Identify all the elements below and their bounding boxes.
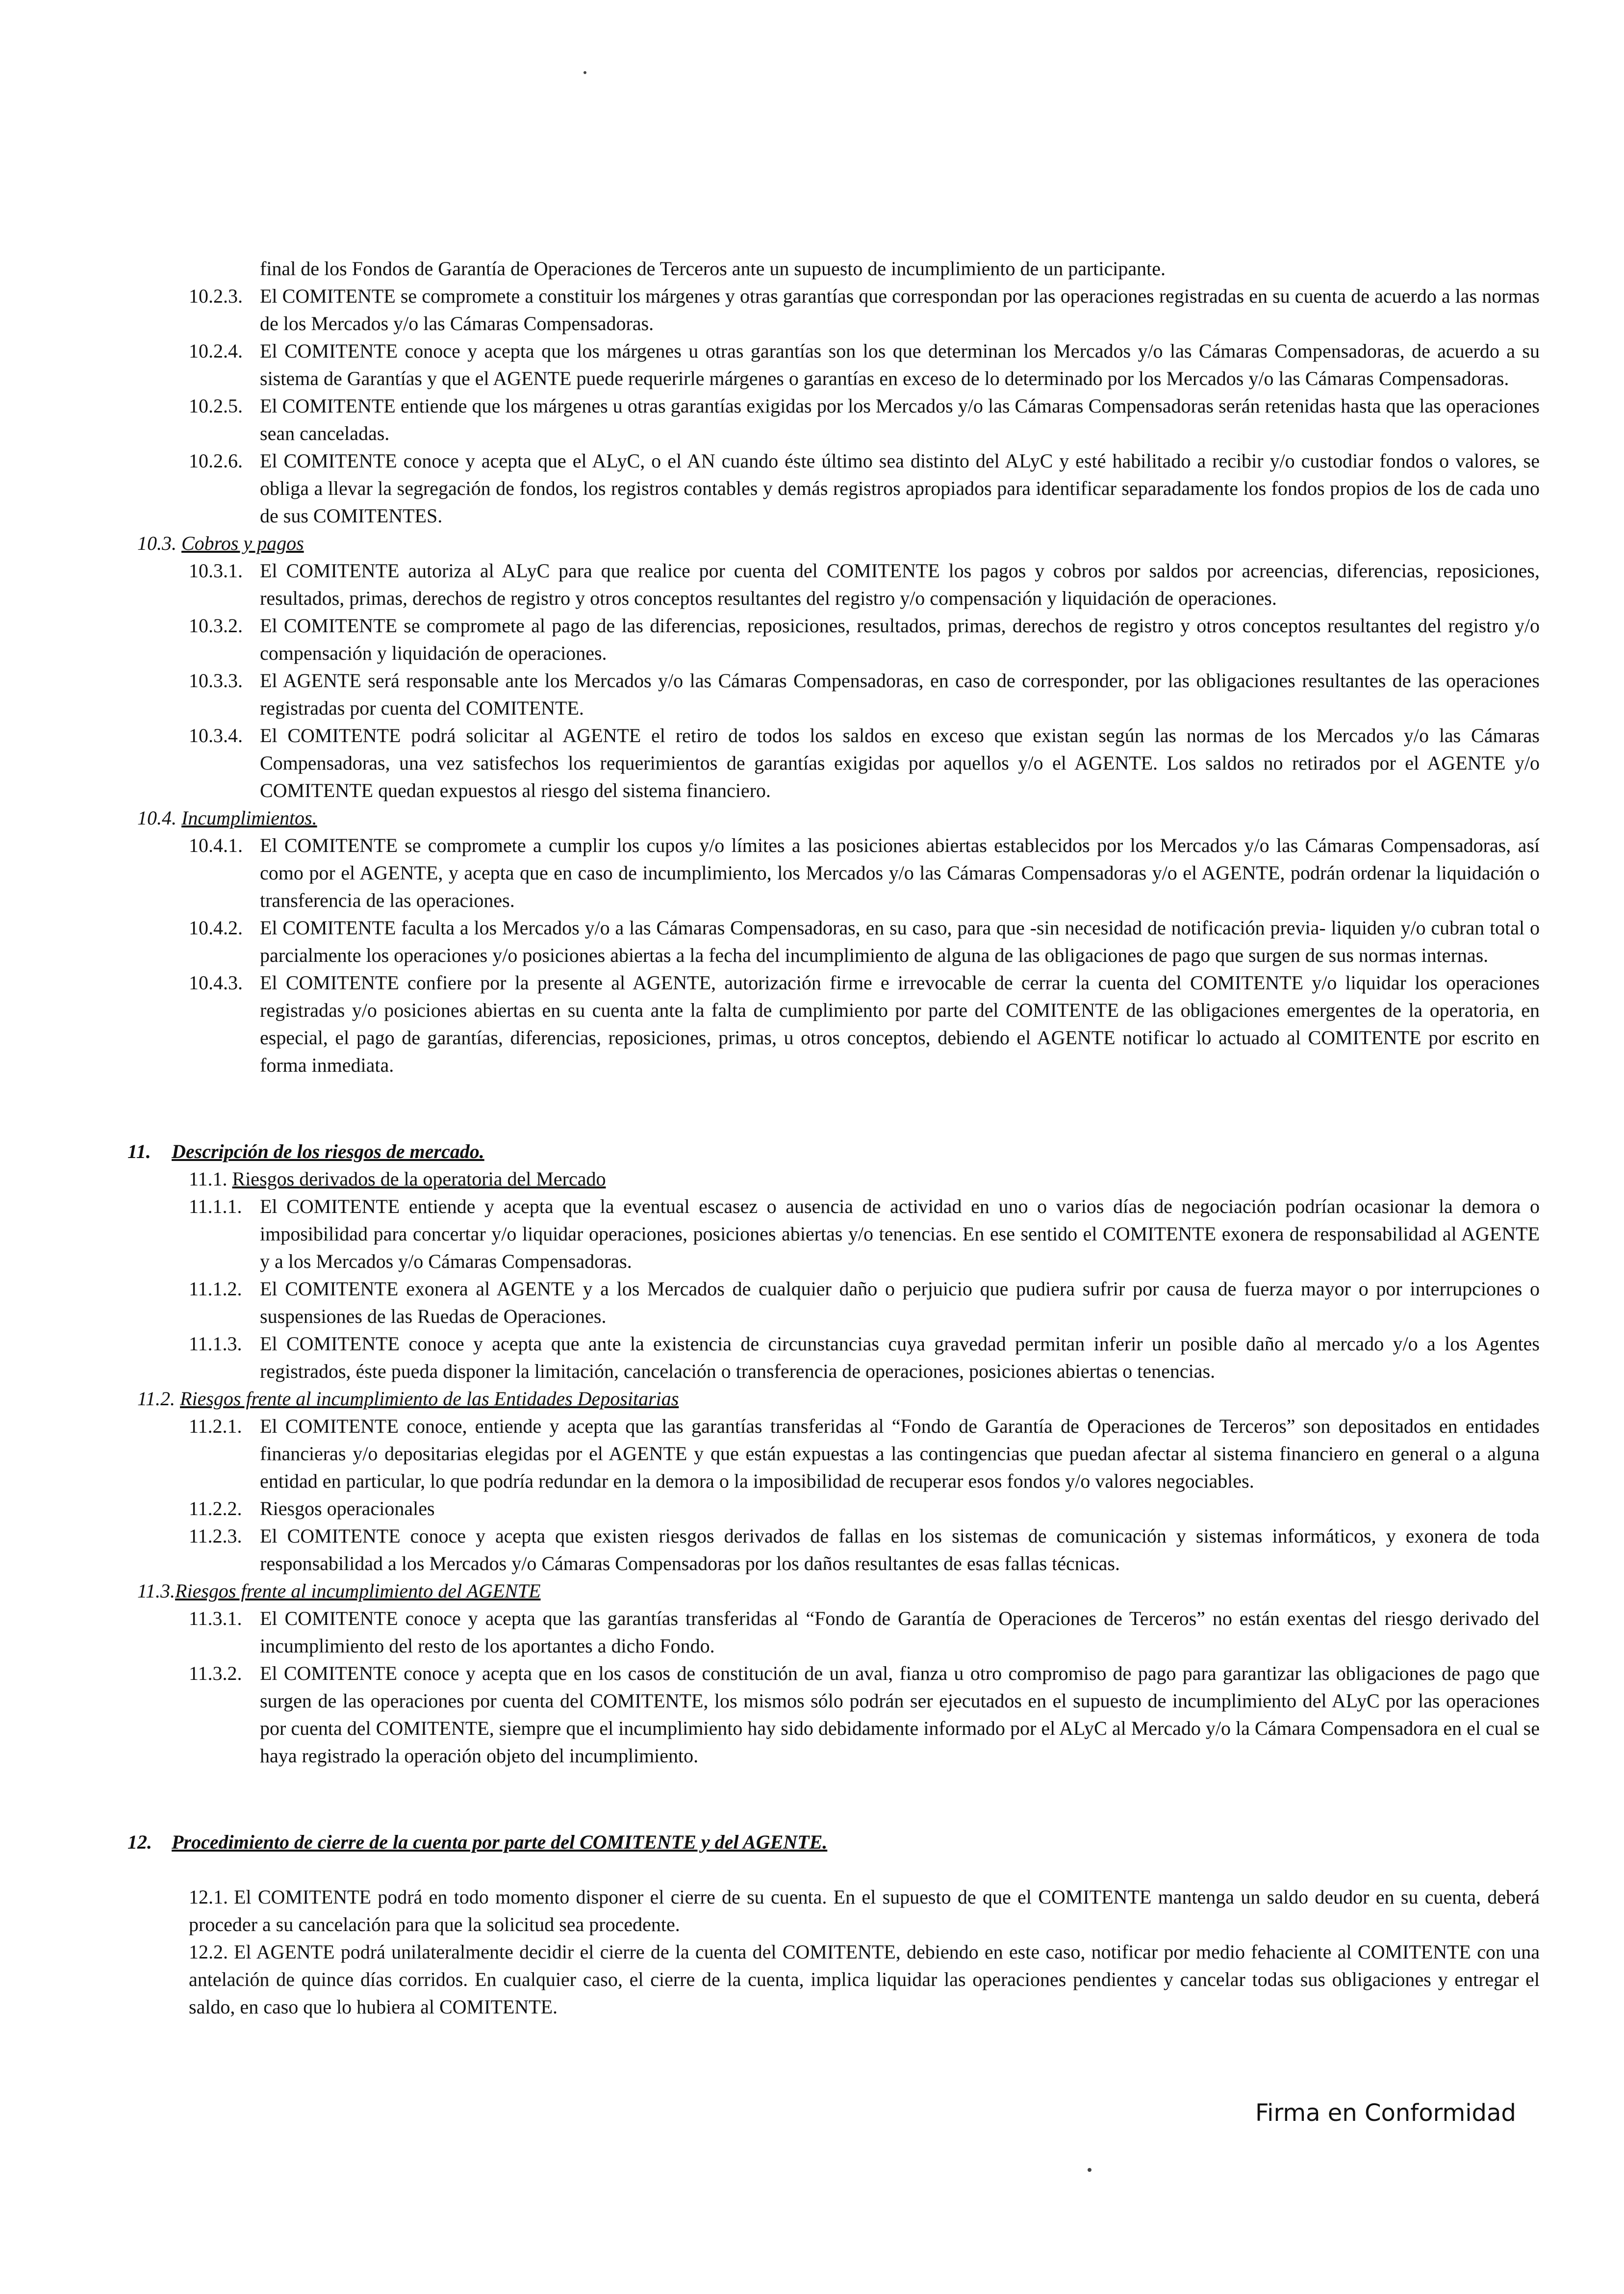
clause-number: 10.4.1. [189, 834, 243, 856]
section-12-items [127, 1883, 1540, 2021]
section-spacer [127, 1079, 1540, 1138]
clause-text: El COMITENTE confiere por la presente al AGENTE, autorización firme e irrevocable de cerrar la cuenta del COMITENTE y/o liquidar los operaciones registradas y/o posiciones abiertas en su cuenta ante la falta de cumplimiento por parte del COMITENTE de las obligaciones emergentes de la operatoria, en especial, el pago de garantías, diferencias, reposiciones, primas, u otros conceptos, debiendo el AGENTE notificar lo actuado al COMITENTE por escrito en forma inmediata. [260, 972, 1540, 1076]
clause-10-4-1 [127, 832, 1540, 914]
clause-10-3-3 [127, 667, 1540, 722]
subsection-number: 11.1. [189, 1168, 228, 1190]
section-title: Descripción de los riesgos de mercado. [172, 1140, 484, 1162]
clause-text: El COMITENTE se compromete al pago de las diferencias, reposiciones, resultados, primas, derechos de registro y otros conceptos resultantes del registro y/o compensación y liquidación de operaciones. [260, 615, 1540, 664]
subsection-number: 10.4. [137, 807, 177, 829]
clause-11-1-3 [127, 1330, 1540, 1385]
section-10-2-items [127, 283, 1540, 530]
clause-10-2-4 [127, 337, 1540, 392]
section-11-heading [127, 1138, 1540, 1165]
continued-paragraph: final de los Fondos de Garantía de Operaciones de Terceros ante un supuesto de incumplimiento de un participante. [260, 258, 1166, 280]
subsection-number: 11.3. [137, 1580, 176, 1602]
clause-number: 11.2.2. [189, 1497, 242, 1520]
clause-text: El COMITENTE se compromete a cumplir los cupos y/o límites a las posiciones abiertas establecidos por los Mercados y/o las Cámaras Compensadoras, así como por el AGENTE, y acepta que en caso de incumplimiento, los Mercados y/o las Cámaras Compensadoras y/o el AGENTE, podrán ordenar la liquidación o transferencia de las operaciones. [260, 834, 1540, 911]
clause-11-1-2 [127, 1275, 1540, 1330]
clause-10-2-3 [127, 283, 1540, 337]
clause-text: El COMITENTE podrá en todo momento disponer el cierre de su cuenta. En el supuesto de que el COMITENTE mantenga un saldo deudor en su cuenta, deberá proceder a su cancelación para que la solicitud sea procedente. [189, 1886, 1540, 1935]
clause-text: El COMITENTE entiende y acepta que la eventual escasez o ausencia de actividad en uno o varios días de negociación podrían ocasionar la demora o imposibilidad para concertar y/o liquidar operaciones, posiciones abiertas y/o tenencias. En ese sentido el COMITENTE exonera de responsabilidad al AGENTE y a los Mercados y/o Cámaras Compensadoras. [260, 1195, 1540, 1272]
clause-11-2-1 [127, 1413, 1540, 1495]
section-number: 12. [127, 1831, 152, 1853]
clause-number: 10.3.4. [189, 724, 243, 747]
clause-10-4-2 [127, 914, 1540, 969]
clause-number: 10.3.3. [189, 670, 243, 692]
section-12-heading [127, 1829, 1540, 1856]
clause-text: Riesgos operacionales [260, 1497, 435, 1520]
clause-number: 10.2.6. [189, 450, 243, 472]
clause-number: 11.2.1. [189, 1415, 242, 1437]
clause-11-3-2 [127, 1660, 1540, 1770]
section-11-3-items [127, 1605, 1540, 1770]
section-number: 11. [127, 1140, 151, 1162]
clause-text: El COMITENTE conoce y acepta que el ALyC, o el AN cuando éste último sea distinto del ALyC y esté habilitado a recibir y/o custodiar fondos o valores, se obliga a llevar la segregación de fondos, los registros contables y demás registros apropiados para identificar separadamente los fondos propios de los de cada uno de sus COMITENTES. [260, 450, 1540, 527]
clause-text: El COMITENTE faculta a los Mercados y/o a las Cámaras Compensadoras, en su caso, para que -sin necesidad de notificación previa- liquiden y/o cubran total o parcialmente los operaciones y/o posiciones abiertas a la fecha del incumplimiento de alguna de las obligaciones de pago que surgen de sus normas internas. [260, 917, 1540, 966]
clause-12-1 [127, 1883, 1540, 1938]
subsection-11-3-heading [127, 1577, 1540, 1605]
document-page [127, 255, 1540, 2021]
clause-number: 10.3.2. [189, 615, 243, 637]
clause-number: 10.4.3. [189, 972, 243, 994]
clause-number: 11.1.2. [189, 1278, 242, 1300]
clause-text: El AGENTE podrá unilateralmente decidir el cierre de la cuenta del COMITENTE, debiendo en este caso, notificar por medio fehaciente al COMITENTE con una antelación de quince días corridos. En cualquier caso, el cierre de la cuenta, implica liquidar las operaciones pendientes y cancelar todas sus obligaciones y entregar el saldo, en caso que lo hubiera al COMITENTE. [189, 1941, 1540, 2018]
clause-11-1-1 [127, 1193, 1540, 1275]
subsection-10-4-heading [127, 804, 1540, 832]
subsection-number: 11.2. [137, 1388, 176, 1410]
subsection-number: 10.3. [137, 532, 177, 554]
clause-text: El COMITENTE conoce y acepta que las garantías transferidas al “Fondo de Garantía de Operaciones de Terceros” no están exentas del riesgo derivado del incumplimiento del resto de los aportantes a dicho Fondo. [260, 1607, 1540, 1657]
clause-number: 10.2.5. [189, 395, 243, 417]
clause-number: 10.2.3. [189, 285, 243, 307]
clause-text: El COMITENTE conoce y acepta que en los casos de constitución de un aval, fianza u otro compromiso de pago para garantizar las obligaciones de pago que surgen de las operaciones por cuenta del COMITENTE, los mismos sólo podrán ser ejecutados en el supuesto de incumplimiento del ALyC por las operaciones por cuenta del COMITENTE, siempre que el incumplimiento hay sido debidamente informado por el ALyC al Mercado y/o la Cámara Compensadora en el cual se haya registrado la operación objeto del incumplimiento. [260, 1662, 1540, 1767]
clause-text: El COMITENTE conoce y acepta que los márgenes u otras garantías son los que determinan los Mercados y/o las Cámaras Compensadoras, de acuerdo a su sistema de Garantías y que el AGENTE puede requerirle márgenes o garantías en exceso de lo determinado por los Mercados y/o las Cámaras Compensadoras. [260, 340, 1540, 389]
clause-10-4-3 [127, 969, 1540, 1079]
clause-number: 10.2.4. [189, 340, 243, 362]
clause-text: El COMITENTE conoce y acepta que existen riesgos derivados de fallas en los sistemas de comunicación y sistemas informáticos, y exonera de toda responsabilidad a los Mercados y/o Cámaras Compensadoras por los daños resultantes de esas fallas técnicas. [260, 1525, 1540, 1574]
section-10-4-items [127, 832, 1540, 1079]
scan-speck [584, 71, 586, 74]
subsection-title: Riesgos frente al incumplimiento de las Entidades Depositarias [180, 1388, 679, 1410]
scan-speck [1088, 2168, 1091, 2172]
section-spacer [127, 1856, 1540, 1883]
clause-10-3-4 [127, 722, 1540, 804]
clause-text: El COMITENTE exonera al AGENTE y a los Mercados de cualquier daño o perjuicio que pudiera sufrir por causa de fuerza mayor o por interrupciones o suspensiones de las Ruedas de Operaciones. [260, 1278, 1540, 1327]
clause-number: 10.4.2. [189, 917, 243, 939]
subsection-10-3-heading [127, 530, 1540, 557]
subsection-title: Riesgos derivados de la operatoria del Mercado [232, 1168, 606, 1190]
subsection-title: Cobros y pagos [181, 532, 304, 554]
section-11-1-items [127, 1193, 1540, 1385]
clause-text: El COMITENTE entiende que los márgenes u otras garantías exigidas por los Mercados y/o las Cámaras Compensadoras serán retenidas hasta que las operaciones sean canceladas. [260, 395, 1540, 444]
clause-11-2-3 [127, 1522, 1540, 1577]
section-11-2-items [127, 1413, 1540, 1577]
clause-text: El COMITENTE se compromete a constituir los márgenes y otras garantías que correspondan por las operaciones registradas en su cuenta de acuerdo a las normas de los Mercados y/o las Cámaras Compensadoras. [260, 285, 1540, 335]
clause-number: 10.3.1. [189, 560, 243, 582]
section-spacer [127, 1770, 1540, 1829]
clause-number: 11.3.1. [189, 1607, 242, 1629]
clause-text: El AGENTE será responsable ante los Mercados y/o las Cámaras Compensadoras, en caso de corresponder, por las obligaciones resultantes de las operaciones registradas por cuenta del COMITENTE. [260, 670, 1540, 719]
clause-text: El COMITENTE podrá solicitar al AGENTE el retiro de todos los saldos en exceso que existan según las normas de los Mercados y/o las Cámaras Compensadoras, una vez satisfechos los requerimientos de garantías exigidas por aquellos y/o el AGENTE. Los saldos no retirados por el AGENTE y/o COMITENTE quedan expuestos al riesgo del sistema financiero. [260, 724, 1540, 801]
section-title: Procedimiento de cierre de la cuenta por parte del COMITENTE y del AGENTE. [172, 1831, 828, 1853]
subsection-11-1-heading [127, 1165, 1540, 1193]
clause-number: 11.1.3. [189, 1333, 242, 1355]
clause-number: 11.2.3. [189, 1525, 242, 1547]
clause-10-3-1 [127, 557, 1540, 612]
clause-11-2-2 [127, 1495, 1540, 1522]
subsection-11-2-heading [127, 1385, 1540, 1413]
subsection-title: Riesgos frente al incumplimiento del AGENTE [175, 1580, 541, 1602]
clause-number: 11.1.1. [189, 1195, 242, 1217]
clause-number: 12.1. [189, 1886, 228, 1908]
subsection-title: Incumplimientos. [181, 807, 317, 829]
clause-10-2-6 [127, 447, 1540, 530]
clause-text: El COMITENTE conoce, entiende y acepta que las garantías transferidas al “Fondo de Garantía de Operaciones de Terceros” son depositados en entidades financieras y/o depositarias elegidas por el AGENTE y que están expuestas a las contingencias que puedan afectar al sistema financiero en general o a alguna entidad en particular, lo que podría redundar en la demora o la imposibilidad de recuperar esos fondos y/o valores negociables. [260, 1415, 1540, 1492]
clause-10-2-5 [127, 392, 1540, 447]
clause-text: El COMITENTE autoriza al ALyC para que realice por cuenta del COMITENTE los pagos y cobros por saldos por acreencias, diferencias, reposiciones, resultados, primas, derechos de registro y otros conceptos resultantes del registro y/o compensación y liquidación de operaciones. [260, 560, 1540, 609]
clause-number: 11.3.2. [189, 1662, 242, 1684]
clause-12-2 [127, 1938, 1540, 2021]
clause-11-3-1 [127, 1605, 1540, 1660]
clause-number: 12.2. [189, 1941, 228, 1963]
clause-text: El COMITENTE conoce y acepta que ante la existencia de circunstancias cuya gravedad permitan inferir un posible daño al mercado y/o a los Agentes registrados, éste pueda disponer la limitación, cancelación o transferencia de operaciones, posiciones abiertas o tenencias. [260, 1333, 1540, 1382]
clause-10-3-2 [127, 612, 1540, 667]
section-10-3-items [127, 557, 1540, 804]
signature-label: Firma en Conformidad [1255, 2099, 1516, 2127]
